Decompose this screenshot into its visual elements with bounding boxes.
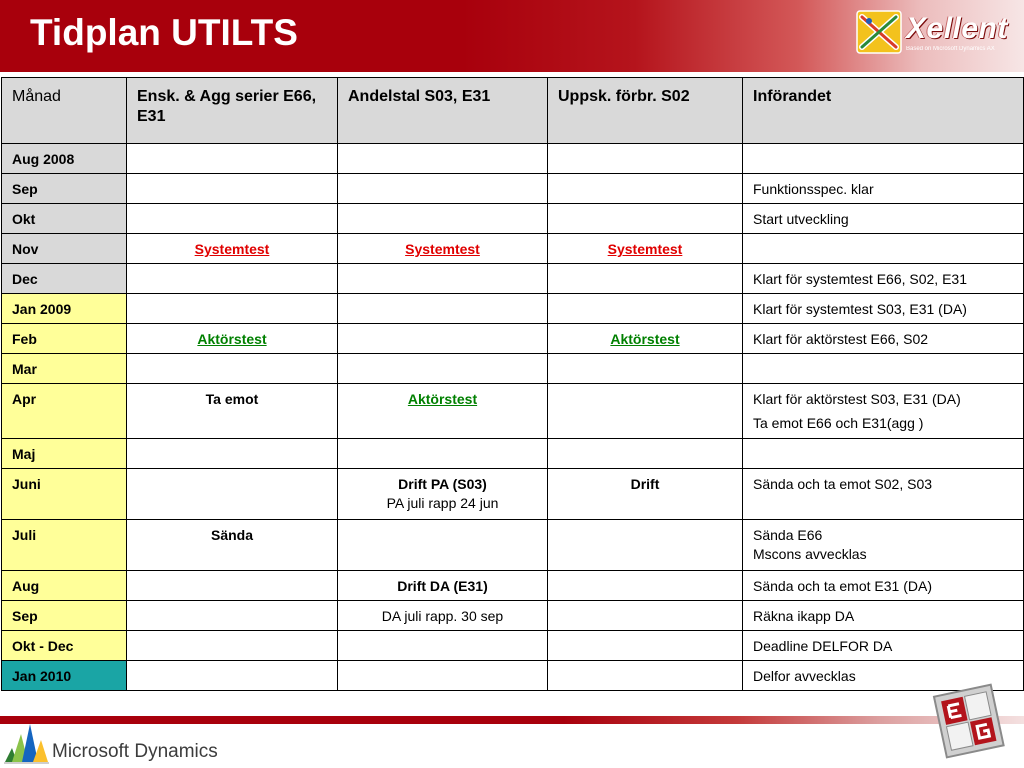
footer-divider — [0, 716, 1024, 724]
inforandet-cell: Klart för systemtest E66, S02, E31 — [743, 264, 1024, 294]
table-cell — [548, 294, 743, 324]
table-cell — [338, 439, 548, 469]
table-cell: Sända — [127, 520, 338, 571]
microsoft-dynamics-brand: Microsoft Dynamics — [52, 741, 218, 762]
table-cell — [548, 631, 743, 661]
table-cell — [127, 661, 338, 691]
inforandet-cell: Funktionsspec. klar — [743, 174, 1024, 204]
inforandet-cell — [743, 520, 1024, 571]
inforandet-cell: Sända och ta emot S02, S03 — [743, 469, 1024, 520]
inforandet-line: Klart för aktörstest S03, E31 (DA) — [753, 391, 961, 407]
xellent-wordmark: Xellent — [906, 12, 1008, 45]
table-cell — [743, 234, 1024, 264]
systemtest-label: Systemtest — [194, 241, 270, 257]
table-row — [2, 439, 1024, 469]
microsoft-dynamics-icon — [2, 722, 50, 764]
table-cell — [548, 174, 743, 204]
table-cell — [127, 204, 338, 234]
inforandet-line: Mscons avvecklas — [753, 546, 867, 562]
inforandet-line: Sända E66 — [753, 527, 823, 543]
table-cell — [338, 174, 548, 204]
table-cell — [127, 144, 338, 174]
month-cell: Aug — [2, 571, 127, 601]
table-cell — [127, 174, 338, 204]
table-row — [2, 294, 1024, 324]
table-cell: Ta emot — [127, 384, 338, 439]
month-cell: Apr — [2, 384, 127, 439]
month-cell: Mar — [2, 354, 127, 384]
month-cell: Sep — [2, 174, 127, 204]
table-row — [2, 204, 1024, 234]
month-cell: Jan 2010 — [2, 661, 127, 691]
table-cell — [127, 601, 338, 631]
month-cell: Sep — [2, 601, 127, 631]
month-cell: Juli — [2, 520, 127, 571]
drift-pa-label: Drift PA (S03) — [398, 476, 487, 492]
table-cell — [548, 204, 743, 234]
table-cell — [548, 144, 743, 174]
table-cell — [338, 469, 548, 520]
table-cell — [127, 631, 338, 661]
eg-logo-icon — [930, 682, 1008, 762]
header-cell-uppsk: Uppsk. förbr. S02 — [548, 78, 743, 144]
table-cell — [548, 601, 743, 631]
header-cell-inforandet: Införandet — [743, 78, 1024, 144]
table-row — [2, 571, 1024, 601]
table-cell — [338, 661, 548, 691]
month-cell: Maj — [2, 439, 127, 469]
inforandet-cell: Klart för aktörstest E66, S02 — [743, 324, 1024, 354]
table-cell — [338, 264, 548, 294]
slide-title: Tidplan UTILTS — [30, 12, 298, 53]
table-row — [2, 234, 1024, 264]
table-row — [2, 264, 1024, 294]
inforandet-cell: Räkna ikapp DA — [743, 601, 1024, 631]
table-cell — [338, 144, 548, 174]
header-cell-ensk-agg: Ensk. & Agg serier E66, E31 — [127, 78, 338, 144]
da-rapp-label: DA juli rapp. 30 sep — [338, 601, 548, 631]
xellent-x-icon — [856, 10, 902, 54]
table-cell — [127, 354, 338, 384]
table-cell — [338, 631, 548, 661]
table-cell — [338, 234, 548, 264]
table-row — [2, 520, 1024, 571]
drift-da-label: Drift DA (E31) — [338, 571, 548, 601]
table-cell — [338, 324, 548, 354]
month-cell: Nov — [2, 234, 127, 264]
table-cell — [338, 354, 548, 384]
table-cell — [548, 571, 743, 601]
title-bar — [0, 0, 1024, 72]
table-cell — [548, 264, 743, 294]
month-cell: Dec — [2, 264, 127, 294]
inforandet-cell — [743, 384, 1024, 439]
aktorstest-label: Aktörstest — [610, 331, 680, 347]
header-cell-andelstal: Andelstal S03, E31 — [338, 78, 548, 144]
table-row — [2, 601, 1024, 631]
table-cell — [548, 520, 743, 571]
table-row — [2, 469, 1024, 520]
table-header-row — [2, 78, 1024, 144]
table-cell — [338, 294, 548, 324]
table-cell — [548, 354, 743, 384]
table-row — [2, 631, 1024, 661]
table-row — [2, 661, 1024, 691]
drift-label: Drift — [548, 469, 743, 520]
schedule-table — [1, 77, 1024, 691]
table-cell — [127, 469, 338, 520]
month-cell: Juni — [2, 469, 127, 520]
aktorstest-label: Aktörstest — [197, 331, 267, 347]
table-cell — [127, 294, 338, 324]
inforandet-cell: Sända och ta emot E31 (DA) — [743, 571, 1024, 601]
table-row — [2, 144, 1024, 174]
aktorstest-label: Aktörstest — [407, 391, 478, 407]
inforandet-cell: Start utveckling — [743, 204, 1024, 234]
table-cell — [548, 234, 743, 264]
table-cell — [548, 324, 743, 354]
month-cell: Jan 2009 — [2, 294, 127, 324]
inforandet-cell: Klart för systemtest S03, E31 (DA) — [743, 294, 1024, 324]
table-cell — [548, 384, 743, 439]
table-cell — [743, 354, 1024, 384]
table-cell — [338, 384, 548, 439]
month-cell: Okt — [2, 204, 127, 234]
table-cell — [127, 324, 338, 354]
xellent-tagline: Based on Microsoft Dynamics AX — [906, 46, 995, 52]
month-cell: Aug 2008 — [2, 144, 127, 174]
table-row — [2, 174, 1024, 204]
inforandet-line: Ta emot E66 och E31(agg ) — [753, 415, 924, 431]
table-cell — [127, 234, 338, 264]
inforandet-cell: Deadline DELFOR DA — [743, 631, 1024, 661]
month-cell: Feb — [2, 324, 127, 354]
table-cell — [338, 520, 548, 571]
table-cell — [127, 571, 338, 601]
table-cell — [743, 439, 1024, 469]
pa-rapp-label: PA juli rapp 24 jun — [386, 495, 499, 511]
table-row — [2, 384, 1024, 439]
table-cell — [127, 264, 338, 294]
table-row — [2, 354, 1024, 384]
table-row — [2, 324, 1024, 354]
table-cell — [548, 439, 743, 469]
table-cell — [338, 204, 548, 234]
systemtest-label: Systemtest — [607, 241, 683, 257]
systemtest-label: Systemtest — [405, 241, 480, 257]
table-cell — [743, 144, 1024, 174]
month-cell: Okt - Dec — [2, 631, 127, 661]
table-cell — [127, 439, 338, 469]
inforandet-cell: Delfor avvecklas — [743, 661, 1024, 691]
table-cell — [548, 661, 743, 691]
header-cell-manad: Månad — [2, 78, 127, 144]
